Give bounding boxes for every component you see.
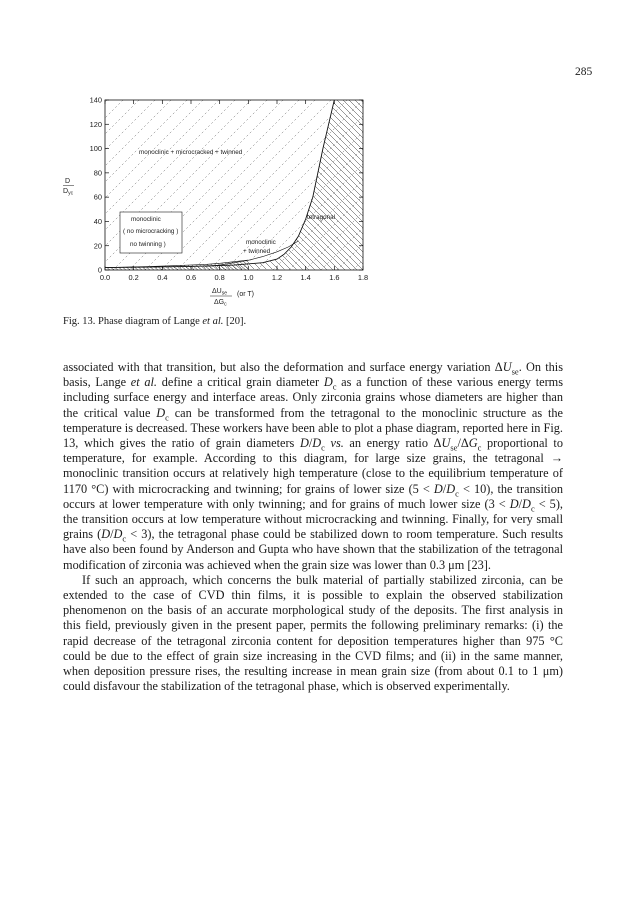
text-run: . On this basis, Lange: [63, 360, 563, 390]
hatch-line: [60, 100, 91, 270]
hatch-line: [397, 100, 400, 270]
region-tetragonal-label: tetragonal: [307, 214, 336, 221]
hatch-line: [329, 250, 354, 270]
hatch-line: [305, 250, 330, 270]
italic-text: D: [101, 527, 111, 542]
hatch-line: [343, 100, 400, 270]
hatch-line: [369, 100, 400, 270]
hatch-line: [197, 250, 222, 270]
region-box-line-2: ( no microcracking ): [123, 228, 179, 235]
text-run: define a critical grain diameter: [157, 375, 324, 390]
italic-text: D: [156, 405, 166, 420]
text-run: If such an approach, which concerns the bulk material of partially stabilized zirconia, can be extended to the case of CVD thin films, it is possible to explain the observed stabilization phenomenon on the basis of an accurate morphological study of the deposits. The first analysis in this field, previously given in the present paper, permits the following preliminary remarks: (i) the rapid decrease of the tetragonal zirconia content for deposition temperatures higher than 975 °C could be due to the effect of grain size increasing in the CVD films; and (ii) in the same manner, when deposition pressure rises, the resulting increase in mean grain size (from about 0.1 to 1 μm) could disfavour the stabilization of the tetragonal phase, which is observed experimentally.: [63, 572, 563, 694]
italic-text: U: [441, 436, 451, 451]
y-tick-label: 80: [93, 168, 102, 178]
x-tick-label: 0.6: [185, 273, 197, 282]
body-text: [63, 360, 563, 694]
hatch-line: [213, 250, 238, 270]
x-tick-label: 1.0: [243, 273, 254, 282]
hatch-line: [391, 100, 400, 270]
text-run: as a function of these various energy terms including surface energy and interface areas. Only zirconia grains whose diameters are higher than the critical value: [63, 375, 564, 420]
hatch-line: [60, 100, 75, 270]
hatch-line: [201, 250, 226, 270]
paragraph: [63, 360, 563, 573]
italic-text: G: [468, 436, 478, 451]
x-axis-label-note: (or T): [237, 291, 254, 298]
subscript: c: [165, 412, 169, 423]
x-tick-label: 1.4: [300, 273, 311, 282]
text-run: an energy ratio Δ: [343, 436, 442, 451]
hatch-line: [259, 100, 400, 270]
x-tick-label: 1.2: [271, 273, 283, 282]
x-tick-label: 1.8: [357, 273, 369, 282]
region-box-line-3: no twinning ): [130, 241, 166, 248]
italic-text: U: [502, 360, 512, 374]
text-run: < 3), the tetragonal phase could be stabilized down to room temperature. Such results have also been found by Anderson and Gupta who have shown that the stabilization of the tetragonal modification of zirconia was achieved when the grain size was lower than 0.3 μm [23].: [63, 527, 563, 572]
hatch-line: [345, 250, 370, 270]
y-axis-label-top: D: [65, 178, 71, 185]
hatch-line: [283, 100, 400, 270]
text-run: proportional to temperature, for example. According to this diagram, for large size grains, the tetragonal → monoclinic transition occurs at relatively high temperature (close to the equilibrium temperature of 1170 °C) with microcracking and twinning; for grains of lower size (5 <: [63, 436, 563, 496]
y-tick-label: 140: [89, 95, 102, 105]
hatch-line: [353, 100, 400, 270]
hatch-line: [181, 250, 206, 270]
subscript: c: [321, 442, 325, 453]
italic-text: D: [522, 496, 531, 511]
hatch-line: [361, 250, 386, 270]
hatch-line: [185, 250, 210, 270]
hatch-line: [81, 250, 106, 270]
hatch-line: [60, 100, 111, 270]
italic-text: D: [113, 527, 123, 542]
phase-diagram-figure: [60, 92, 400, 308]
y-tick-label: 40: [93, 217, 102, 227]
hatch-line: [65, 250, 90, 270]
hatch-line: [385, 100, 400, 270]
subscript: se: [511, 366, 519, 377]
text-run: /: [518, 496, 523, 511]
hatch-line: [379, 100, 400, 270]
hatch-line: [69, 250, 94, 270]
region-box-line-1: monoclinic: [131, 216, 161, 223]
text-run: can be transformed from the tetragonal to the monoclinic structure as the temperature is decreased. These workers have been able to plot a phase diagram, reported here in Fig. 13, which gives the ratio of grain diameters: [63, 405, 564, 451]
italic-text: D: [509, 496, 519, 511]
hatch-line: [193, 250, 218, 270]
italic-text: D: [299, 436, 309, 451]
hatch-line: [60, 100, 75, 270]
page-number: 285: [575, 66, 593, 78]
x-tick-label: 0.2: [128, 273, 139, 282]
hatch-line: [157, 100, 327, 270]
hatch-line: [331, 100, 400, 270]
y-axis-label-bottom: $D_{yc}$: [63, 188, 74, 197]
italic-text: et al.: [130, 375, 158, 390]
text-run: < 10), the transition occurs at lower temperature with only twinning; and for grains of much lower size (3 <: [63, 481, 564, 511]
subscript: c: [332, 381, 337, 392]
subscript: se: [450, 442, 458, 453]
x-axis-label-bottom: $\Delta G_c$: [214, 299, 227, 308]
italic-text: D: [433, 481, 443, 496]
text-run: /Δ: [457, 436, 469, 451]
x-axis-label-top: $\Delta U_{se}$: [212, 288, 228, 297]
text-run: associated with that transition, but also the deformation and surface energy variation Δ: [63, 360, 503, 374]
hatch-line: [217, 250, 242, 270]
x-tick-label: 0.8: [214, 273, 225, 282]
phase-diagram-chart: [60, 92, 400, 308]
text-run: < 5), the transition occurs at low temperature without microcracking and twinning. Finally, for very small grains (: [63, 496, 563, 542]
italic-text: D: [446, 481, 456, 496]
region-twin-line-2: + twinned: [243, 248, 271, 255]
x-tick-label: 1.6: [329, 273, 340, 282]
hatch-line: [205, 100, 375, 270]
hatch-line: [295, 100, 400, 270]
tetragonal-hatch: [60, 100, 400, 270]
y-tick-label: 0: [97, 265, 102, 275]
hatch-line: [373, 100, 400, 270]
italic-text: vs.: [330, 436, 344, 451]
hatch-line: [60, 100, 87, 270]
hatch-line: [357, 250, 382, 270]
region-label-top: monoclinic + microcracked + twinned: [139, 149, 243, 156]
subscript: c: [530, 503, 535, 514]
hatch-line: [199, 100, 369, 270]
y-tick-label: 60: [93, 192, 102, 202]
hatch-line: [217, 100, 387, 270]
subscript: c: [477, 442, 482, 453]
hatch-line: [73, 250, 98, 270]
region-twin-line-1: monoclinic: [246, 239, 276, 246]
y-tick-label: 100: [89, 144, 102, 154]
text-run: /: [308, 436, 313, 451]
x-tick-label: 0.0: [99, 273, 111, 282]
hatch-line: [209, 250, 234, 270]
paragraph: [63, 573, 563, 695]
x-tick-label: 0.4: [157, 273, 168, 282]
hatch-line: [361, 100, 400, 270]
subscript: c: [455, 488, 459, 499]
hatch-line: [353, 250, 378, 270]
text-run: /: [110, 527, 114, 542]
hatch-line: [341, 250, 366, 270]
hatch-line: [60, 100, 81, 270]
figure-caption: Fig. 13. Phase diagram of Lange et al. [20].: [63, 316, 247, 327]
hatch-line: [385, 100, 400, 270]
subscript: c: [122, 533, 127, 544]
hatch-line: [211, 100, 381, 270]
y-tick-label: 120: [89, 119, 102, 129]
italic-text: D: [312, 436, 322, 451]
hatch-line: [271, 100, 400, 270]
hatch-line: [60, 100, 93, 270]
hatch-line: [367, 100, 400, 270]
hatch-line: [60, 100, 117, 270]
italic-text: D: [323, 375, 333, 390]
text-run: /: [442, 481, 447, 496]
y-tick-label: 20: [93, 241, 102, 251]
hatch-line: [209, 100, 379, 270]
